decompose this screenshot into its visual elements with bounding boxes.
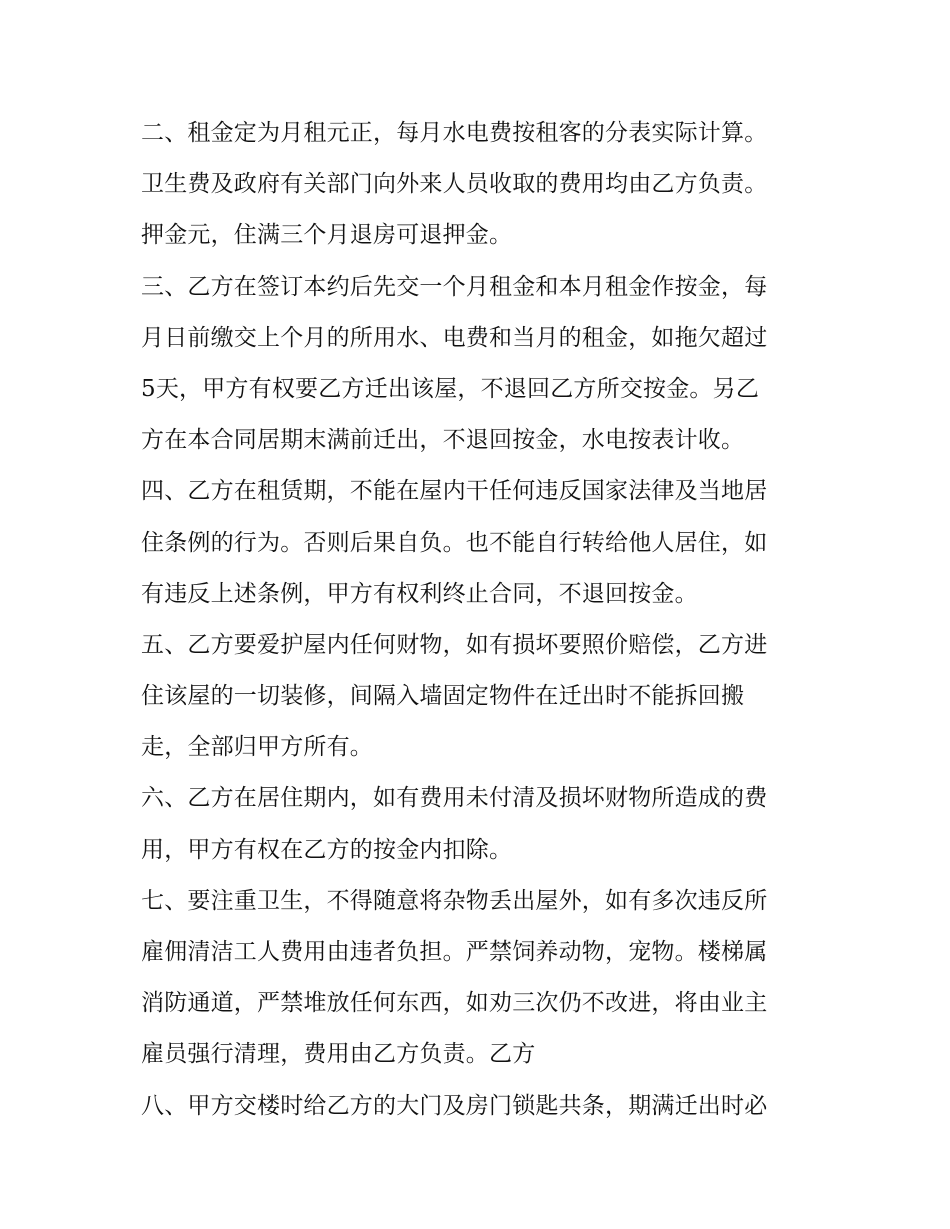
text-line: 月日前缴交上个月的所用水、电费和当月的租金，如拖欠超过 <box>141 324 768 351</box>
text-line: 六、乙方在居住期内，如有费用未付清及损坏财物所造成的费 <box>141 785 768 812</box>
text-line: 八、甲方交楼时给乙方的大门及房门锁匙共条，期满迁出时必 <box>141 1092 768 1119</box>
text-line: 五、乙方要爱护屋内任何财物，如有损坏要照价赔偿，乙方进 <box>141 631 768 658</box>
text-line: 住该屋的一切装修，间隔入墙固定物件在迁出时不能拆回搬 <box>141 683 745 710</box>
text-line: 雇佣清洁工人费用由违者负担。严禁饲养动物，宠物。楼梯属 <box>141 939 768 965</box>
text-line: 5天，甲方有权要乙方迁出该屋，不退回乙方所交按金。另乙 <box>141 375 760 402</box>
text-line: 卫生费及政府有关部门向外来人员收取的费用均由乙方负责。 <box>141 171 768 198</box>
contract-text <box>141 108 821 1132</box>
text-line: 七、要注重卫生，不得随意将杂物丢出屋外，如有多次违反所 <box>141 887 768 914</box>
text-line: 雇员强行清理，费用由乙方负责。乙方 <box>141 1041 536 1068</box>
text-line: 消防通道，严禁堆放任何东西，如劝三次仍不改进，将由业主 <box>141 990 768 1017</box>
text-line: 方在本合同居期末满前迁出，不退回按金，水电按表计收。 <box>141 427 745 454</box>
text-line: 二、租金定为月租元正，每月水电费按租客的分表实际计算。 <box>141 120 768 146</box>
text-line: 押金元，住满三个月退房可退押金。 <box>141 222 513 249</box>
text-line: 住条例的行为。否则后果自负。也不能自行转给他人居住，如 <box>141 529 768 556</box>
text-line: 用，甲方有权在乙方的按金内扣除。 <box>141 836 513 863</box>
text-line: 三、乙方在签订本约后先交一个月租金和本月租金作按金，每 <box>141 273 768 300</box>
text-line: 有违反上述条例，甲方有权利终止合同，不退回按金。 <box>141 580 698 607</box>
text-line: 走，全部归甲方所有。 <box>141 734 373 761</box>
text-line: 四、乙方在租赁期，不能在屋内干任何违反国家法律及当地居 <box>141 478 768 505</box>
